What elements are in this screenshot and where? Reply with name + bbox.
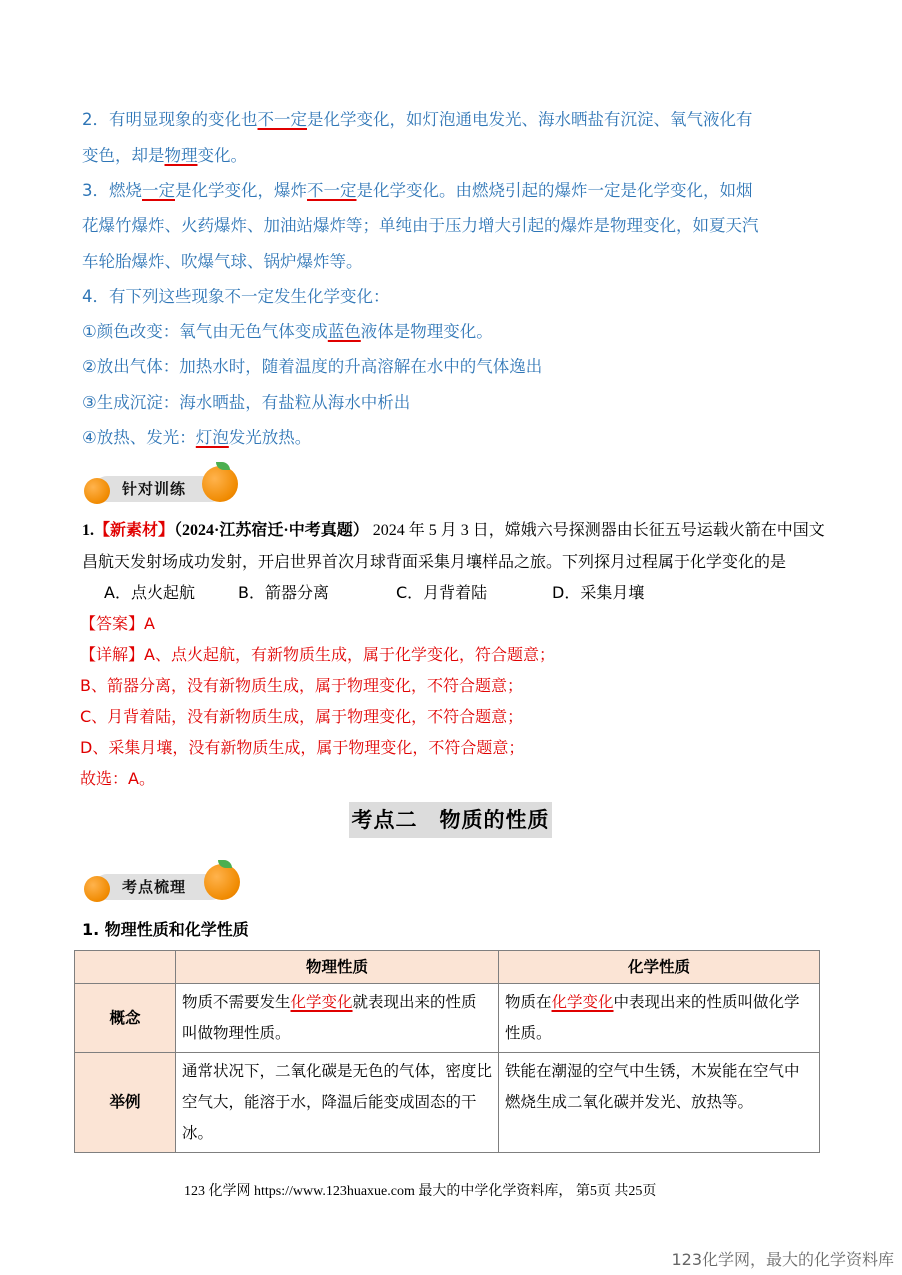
table-row	[75, 984, 820, 1053]
note-line-c3: ③生成沉淀：海水晒盐，有盐粒从海水中析出	[82, 393, 411, 412]
note-line-3a: 3．燃烧一定是化学变化，爆炸不一定是化学变化。由燃烧引起的爆炸一定是化学变化，如烟	[82, 181, 753, 200]
table-header-cell: 物理性质	[176, 951, 499, 984]
option-b: B．箭器分离	[238, 583, 329, 602]
review-badge	[84, 870, 244, 904]
detail-line-1: 【详解】A、点火起航，有新物质生成，属于化学变化，符合题意；	[80, 645, 555, 664]
section-title: 考点二 物质的性质	[349, 802, 552, 838]
subheading: 1. 物理性质和化学性质	[82, 920, 249, 939]
orange-icon	[202, 466, 238, 502]
table-cell: 物质不需要发生化学变化就表现出来的性质叫做物理性质。	[176, 984, 499, 1053]
detail-line-2: B、箭器分离，没有新物质生成，属于物理变化，不符合题意；	[80, 676, 523, 695]
table-cell: 物质在化学变化中表现出来的性质叫做化学性质。	[499, 984, 820, 1053]
table-header-cell	[75, 951, 176, 984]
note-line-c2: ②放出气体：加热水时，随着温度的升高溶解在水中的气体逸出	[82, 357, 543, 376]
detail-line-5: 故选：A。	[80, 769, 155, 788]
note-line-3b: 花爆竹爆炸、火药爆炸、加油站爆炸等；单纯由于压力增大引起的爆炸是物理变化，如夏天汽	[82, 216, 759, 235]
note-line-4: 4．有下列这些现象不一定发生化学变化：	[82, 287, 390, 306]
answer: 【答案】A	[80, 614, 155, 633]
table-header-row	[75, 951, 820, 984]
note-line-2a: 2．有明显现象的变化也不一定是化学变化，如灯泡通电发光、海水晒盐有沉淀、氧气液化有	[82, 110, 753, 129]
table-cell: 通常状况下，二氧化碳是无色的气体，密度比空气大，能溶于水，降温后能变成固态的干冰。	[176, 1053, 499, 1153]
option-a: A．点火起航	[104, 583, 195, 602]
note-line-c1: ①颜色改变：氧气由无色气体变成蓝色液体是物理变化。	[82, 322, 493, 341]
orange-icon	[84, 478, 110, 504]
note-line-2b: 变色，却是物理变化。	[82, 146, 247, 165]
training-badge-label: 针对训练	[94, 476, 224, 502]
watermark: 123化学网，最大的化学资料库	[671, 1250, 894, 1269]
detail-line-3: C、月背着陆，没有新物质生成，属于物理变化，不符合题意；	[80, 707, 524, 726]
note-line-3c: 车轮胎爆炸、吹爆气球、锅炉爆炸等。	[82, 252, 363, 271]
training-badge	[84, 472, 244, 506]
note-line-c4: ④放热、发光：灯泡发光放热。	[82, 428, 312, 447]
question-stem-line2: 昌航天发射场成功发射，开启世界首次月球背面采集月壤样品之旅。下列探月过程属于化学变化的是	[82, 552, 787, 571]
table-row	[75, 1053, 820, 1153]
row-label: 举例	[75, 1053, 176, 1153]
properties-table	[74, 950, 820, 1153]
detail-line-4: D、采集月壤，没有新物质生成，属于物理变化，不符合题意；	[80, 738, 525, 757]
page-footer: 123 化学网 https://www.123huaxue.com 最大的中学化学资料库， 第5页 共25页	[184, 1184, 657, 1199]
row-label: 概念	[75, 984, 176, 1053]
orange-icon	[84, 876, 110, 902]
question-stem-line1: 1.【新素材】（2024·江苏宿迁·中考真题） 2024 年 5 月 3 日，嫦娥六号探测器由长征五号运载火箭在中国文	[82, 522, 825, 539]
review-badge-label: 考点梳理	[94, 874, 224, 900]
table-header-cell: 化学性质	[499, 951, 820, 984]
option-d: D．采集月壤	[552, 583, 645, 602]
table-cell: 铁能在潮湿的空气中生锈，木炭能在空气中燃烧生成二氧化碳并发光、放热等。	[499, 1053, 820, 1153]
orange-icon	[204, 864, 240, 900]
option-c: C．月背着陆	[396, 583, 488, 602]
